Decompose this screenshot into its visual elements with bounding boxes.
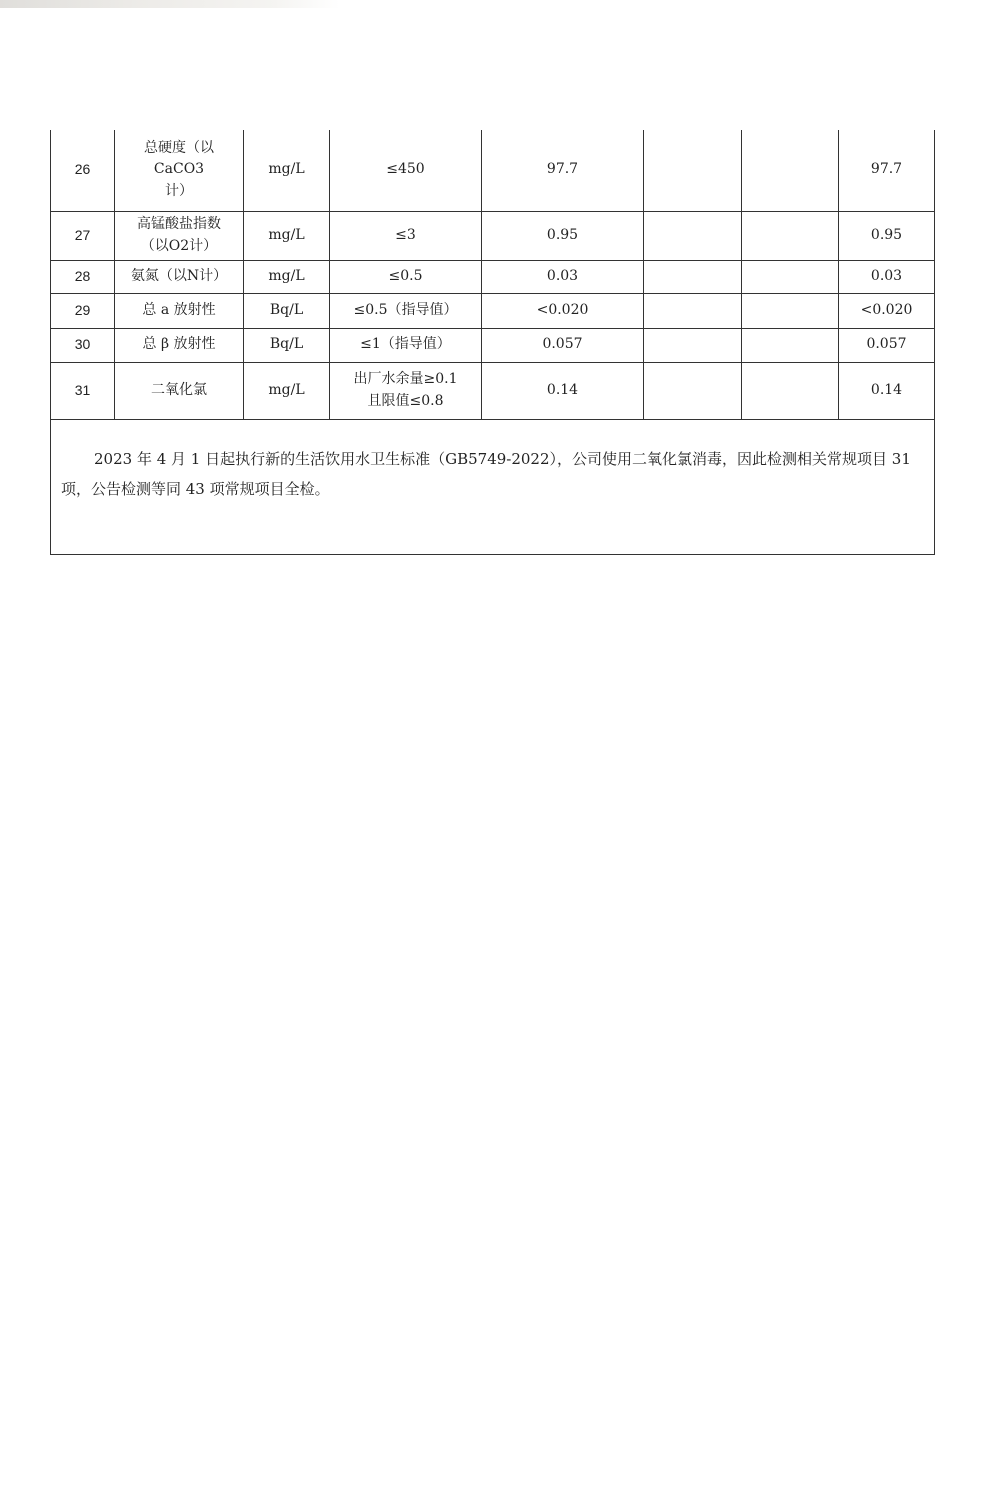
row-number: 27 [51, 211, 115, 260]
result-value: <0.020 [839, 293, 935, 328]
unit: mg/L [244, 211, 330, 260]
limit-line2: 且限值≤0.8 [367, 392, 444, 409]
limit-line1: ≤450 [386, 161, 425, 178]
limit-line1: ≤3 [395, 226, 416, 243]
item-name [115, 362, 244, 419]
water-quality-table [50, 130, 935, 555]
note-text: 2023 年 4 月 1 日起执行新的生活饮用水卫生标准（GB5749-2022），公司使用二氧化氯消毒，因此检测相关常规项目 31 项，公告检测等同 43 项常规项目全检。 [61, 449, 911, 498]
empty-cell [644, 130, 742, 211]
empty-cell [644, 293, 742, 328]
row-number: 31 [51, 362, 115, 419]
item-name-line1: 二氧化氯 [151, 381, 207, 398]
row-number: 30 [51, 328, 115, 362]
table-row [51, 211, 935, 260]
test-value: 0.95 [482, 211, 644, 260]
test-value: <0.020 [482, 293, 644, 328]
item-name [115, 211, 244, 260]
unit: Bq/L [244, 293, 330, 328]
item-name-line1: 总 β 放射性 [142, 336, 216, 353]
empty-cell [644, 211, 742, 260]
test-value: 0.03 [482, 260, 644, 293]
empty-cell [742, 362, 839, 419]
item-name-line1: 总硬度（以 CaCO3 [144, 139, 214, 178]
test-value: 0.14 [482, 362, 644, 419]
empty-cell [742, 328, 839, 362]
empty-cell [644, 362, 742, 419]
table-row [51, 362, 935, 419]
table-row [51, 260, 935, 293]
empty-cell [644, 328, 742, 362]
limit [330, 130, 482, 211]
unit: Bq/L [244, 328, 330, 362]
item-name-line1: 总 a 放射性 [142, 301, 216, 318]
limit-line1: ≤0.5 [388, 267, 423, 284]
limit [330, 211, 482, 260]
item-name-line2: 计） [165, 183, 193, 200]
item-name [115, 293, 244, 328]
result-value: 0.03 [839, 260, 935, 293]
empty-cell [742, 293, 839, 328]
empty-cell [742, 211, 839, 260]
limit-line1: ≤1（指导值） [360, 336, 451, 353]
test-value: 0.057 [482, 328, 644, 362]
row-number: 29 [51, 293, 115, 328]
empty-cell [644, 260, 742, 293]
unit: mg/L [244, 260, 330, 293]
item-name [115, 260, 244, 293]
limit [330, 293, 482, 328]
scan-edge-artifact [0, 0, 340, 8]
note-row [51, 419, 935, 554]
item-name [115, 328, 244, 362]
result-value: 0.95 [839, 211, 935, 260]
empty-cell [742, 260, 839, 293]
limit [330, 328, 482, 362]
table-row [51, 293, 935, 328]
row-number: 28 [51, 260, 115, 293]
note-cell [51, 419, 935, 554]
item-name-line2: （以O2计） [140, 237, 218, 254]
unit: mg/L [244, 130, 330, 211]
test-value: 97.7 [482, 130, 644, 211]
limit [330, 260, 482, 293]
result-value: 97.7 [839, 130, 935, 211]
limit [330, 362, 482, 419]
row-number: 26 [51, 130, 115, 211]
result-value: 0.057 [839, 328, 935, 362]
table-row [51, 328, 935, 362]
limit-line1: ≤0.5（指导值） [353, 301, 458, 318]
table-row [51, 130, 935, 211]
item-name-line1: 氨氮（以N计） [130, 267, 228, 284]
item-name [115, 130, 244, 211]
unit: mg/L [244, 362, 330, 419]
empty-cell [742, 130, 839, 211]
limit-line1: 出厂水余量≥0.1 [353, 370, 458, 387]
result-value: 0.14 [839, 362, 935, 419]
item-name-line1: 高锰酸盐指数 [137, 215, 221, 232]
